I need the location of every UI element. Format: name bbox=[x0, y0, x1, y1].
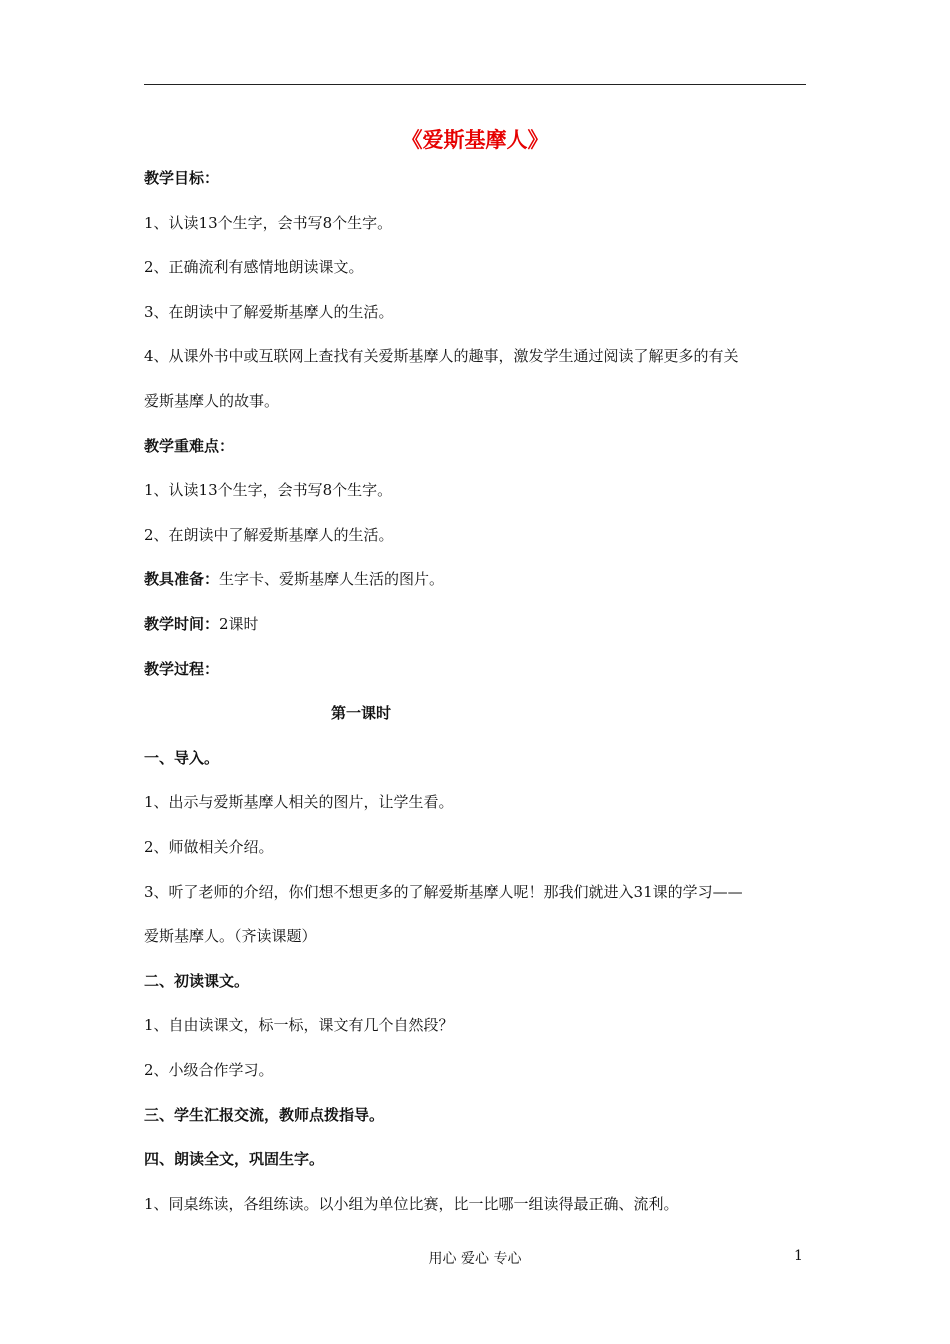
text-line: 4、从课外书中或互联网上查找有关爱斯基摩人的趣事，激发学生通过阅读了解更多的有关 bbox=[144, 347, 739, 365]
text-line: 教学过程： bbox=[144, 660, 220, 678]
text-line: 1、认读13个生字，会书写8个生字。 bbox=[144, 481, 393, 499]
text-line: 1、自由读课文，标一标，课文有几个自然段？ bbox=[144, 1016, 454, 1034]
text-line: 教学目标： bbox=[144, 169, 220, 187]
text-line: 2、正确流利有感情地朗读课文。 bbox=[144, 258, 364, 276]
document-title: 《爱斯基摩人》 bbox=[401, 128, 549, 152]
text-line bbox=[144, 569, 814, 589]
text-line: 2、在朗读中了解爱斯基摩人的生活。 bbox=[144, 526, 394, 544]
text-line: 爱斯基摩人的故事。 bbox=[144, 392, 280, 410]
field-label: 教具准备： bbox=[144, 570, 220, 588]
text-line: 四、朗读全文，巩固生字。 bbox=[144, 1150, 325, 1168]
text-line: 三、学生汇报交流，教师点拨指导。 bbox=[144, 1106, 385, 1124]
text-line: 一、导入。 bbox=[144, 749, 220, 767]
text-line: 爱斯基摩人。（齐读课题） bbox=[144, 927, 317, 945]
header-rule bbox=[144, 84, 806, 85]
text-line: 2、小级合作学习。 bbox=[144, 1061, 274, 1079]
text-line: 3、在朗读中了解爱斯基摩人的生活。 bbox=[144, 303, 394, 321]
field-label: 教学时间： bbox=[144, 615, 220, 633]
text-line: 1、出示与爱斯基摩人相关的图片，让学生看。 bbox=[144, 793, 454, 811]
page-footer: 用心 爱心 专心 bbox=[428, 1251, 522, 1267]
field-value: 生字卡、爱斯基摩人生活的图片。 bbox=[219, 570, 445, 588]
text-line: 1、同桌练读，各组练读。以小组为单位比赛，比一比哪一组读得最正确、流利。 bbox=[144, 1195, 679, 1213]
text-line bbox=[144, 614, 814, 634]
text-line: 二、初读课文。 bbox=[144, 972, 250, 990]
text-line: 2、师做相关介绍。 bbox=[144, 838, 274, 856]
text-line: 1、认读13个生字，会书写8个生字。 bbox=[144, 214, 393, 232]
text-line: 第一课时 bbox=[330, 704, 391, 722]
text-line: 3、听了老师的介绍，你们想不想更多的了解爱斯基摩人呢！那我们就进入31课的学习—— bbox=[144, 883, 743, 901]
field-value: 2课时 bbox=[219, 615, 259, 633]
text-line: 教学重难点： bbox=[144, 437, 235, 455]
page-number: 1 bbox=[794, 1248, 803, 1264]
